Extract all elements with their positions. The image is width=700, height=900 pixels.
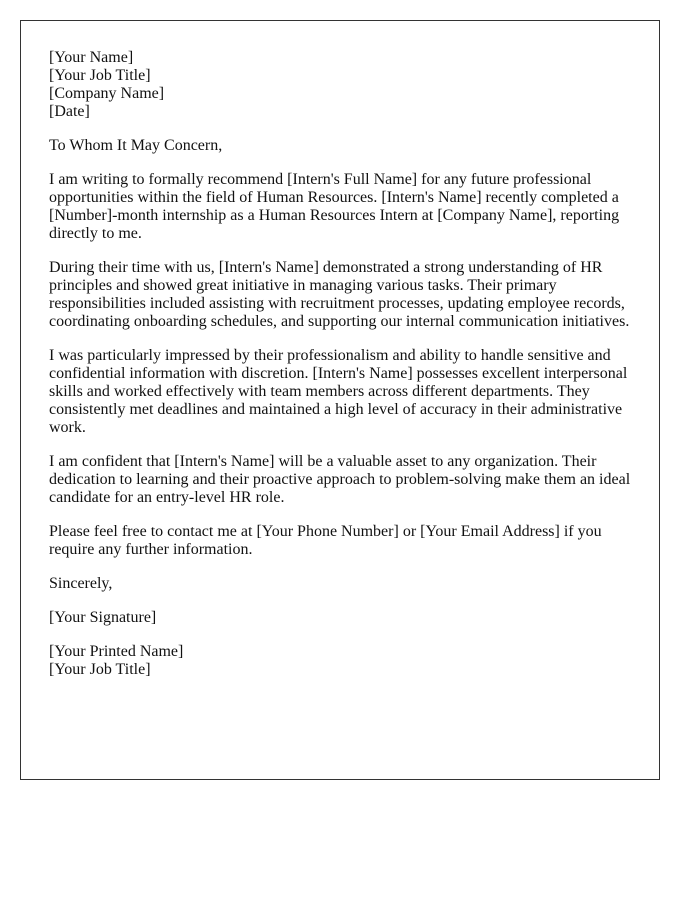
body-paragraph-qualities: I was particularly impressed by their professionalism and ability to handle sensitive and confidential information with discretion. [Intern's Name] possesses excellent interpersonal skills and worked effectively with team members across different departments. They consistently met deadlines and maintained a high level of accuracy in their administrative work. xyxy=(49,347,628,436)
sender-name: [Your Name] xyxy=(49,49,134,66)
body-paragraph-intro: I am writing to formally recommend [Intern's Full Name] for any future professional opportunities within the field of Human Resources. [Intern's Name] recently completed a [Number]-month internship as a Human Resources Intern at [Company Name], reporting directly to me. xyxy=(49,171,620,242)
sender-company: [Company Name] xyxy=(49,85,165,102)
body-paragraph-responsibilities: During their time with us, [Intern's Name] demonstrated a strong understanding of HR principles and showed great initiative in managing various tasks. Their primary responsibilities included assisting with recruitment processes, updating employee records, coordinating onboarding schedules, and supporting our internal communication initiatives. xyxy=(49,259,630,330)
printed-name: [Your Printed Name] xyxy=(49,643,184,660)
body-paragraph-endorsement: I am confident that [Intern's Name] will be a valuable asset to any organization. Their dedication to learning and their proactive approach to problem-solving make them an ideal candidate for an entry-level HR role. xyxy=(49,453,631,506)
letter-date: [Date] xyxy=(49,103,90,120)
sender-job-title: [Your Job Title] xyxy=(49,67,151,84)
salutation: To Whom It May Concern, xyxy=(49,137,223,154)
recommendation-letter xyxy=(20,20,660,780)
body-paragraph-contact: Please feel free to contact me at [Your Phone Number] or [Your Email Address] if you require any further information. xyxy=(49,523,602,558)
sender-block xyxy=(49,49,631,121)
signoff-block xyxy=(49,643,631,679)
closing: Sincerely, xyxy=(49,575,113,592)
signature: [Your Signature] xyxy=(49,609,157,626)
signoff-job-title: [Your Job Title] xyxy=(49,661,151,678)
